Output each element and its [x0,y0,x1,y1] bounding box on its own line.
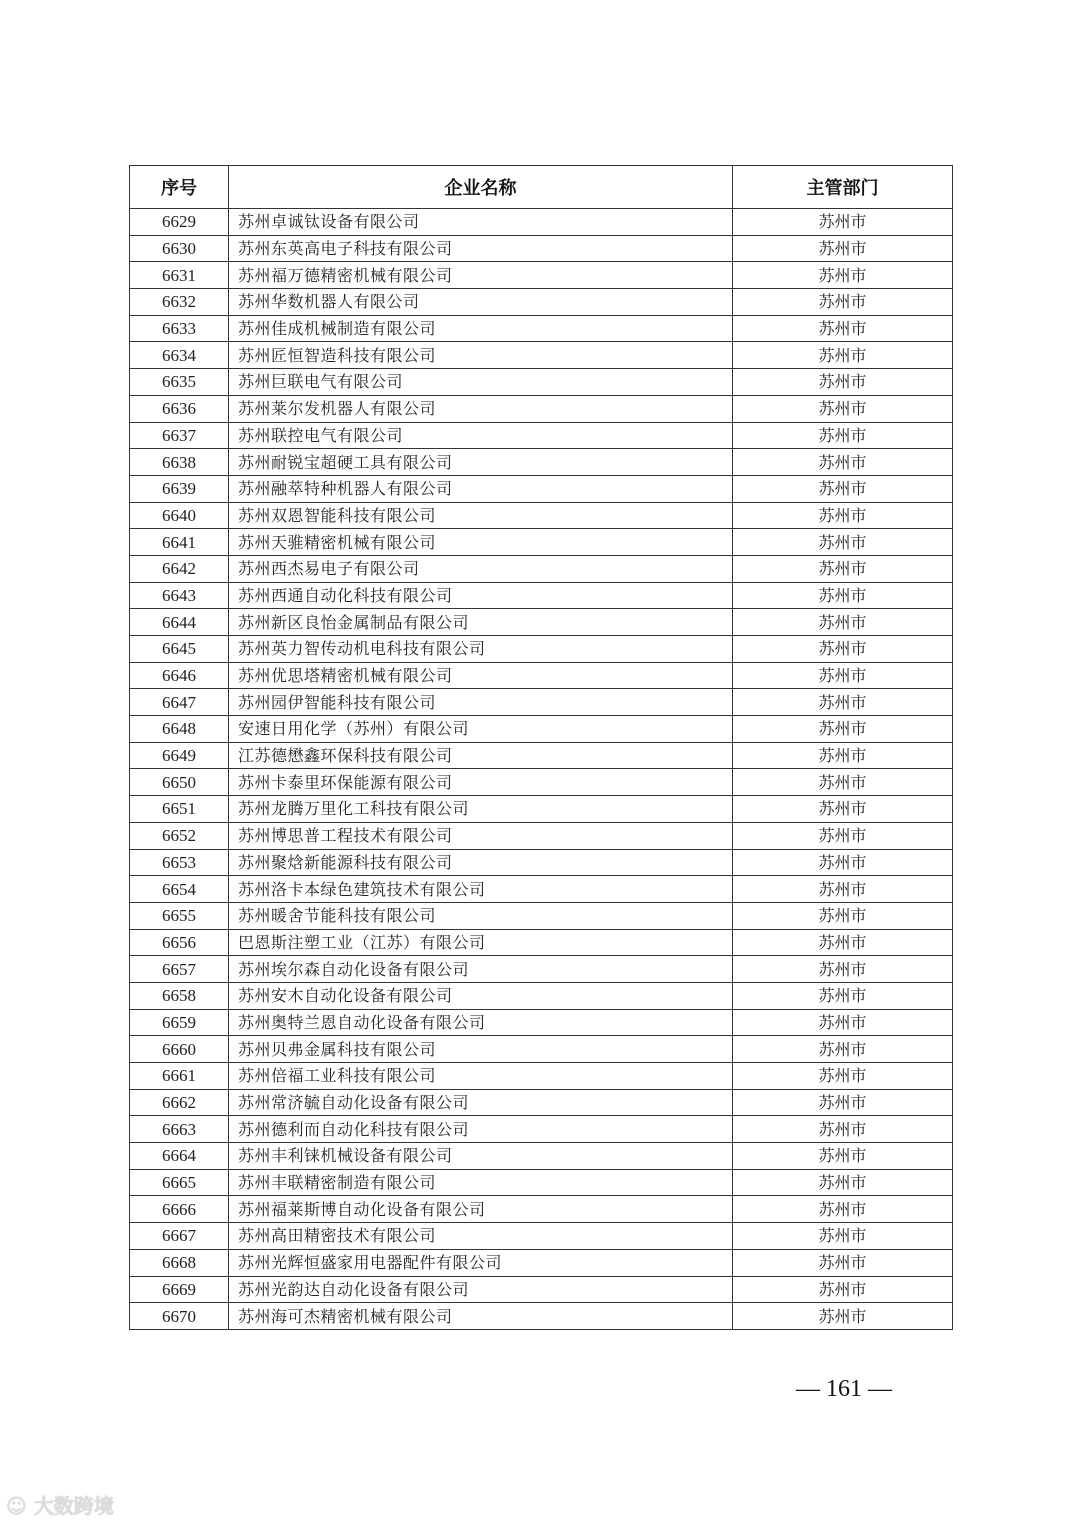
table-row [130,1009,953,1036]
company-name: 苏州光韵达自动化设备有限公司 [229,1276,733,1303]
department: 苏州市 [733,1303,953,1330]
table-row [130,929,953,956]
department: 苏州市 [733,1009,953,1036]
department: 苏州市 [733,1116,953,1143]
watermark-logo: ☺ 大数跨境 [6,1494,114,1518]
table-row [130,956,953,983]
row-index: 6643 [130,582,229,609]
row-index: 6646 [130,662,229,689]
row-index: 6665 [130,1169,229,1196]
table-row [130,395,953,422]
table-row [130,1249,953,1276]
company-name: 苏州双恩智能科技有限公司 [229,502,733,529]
department: 苏州市 [733,555,953,582]
row-index: 6658 [130,982,229,1009]
department: 苏州市 [733,636,953,663]
table-row [130,209,953,236]
company-name: 苏州联控电气有限公司 [229,422,733,449]
table-row [130,769,953,796]
department: 苏州市 [733,742,953,769]
company-name: 苏州聚焓新能源科技有限公司 [229,849,733,876]
row-index: 6668 [130,1249,229,1276]
row-index: 6661 [130,1063,229,1090]
row-index: 6649 [130,742,229,769]
company-name: 苏州福莱斯博自动化设备有限公司 [229,1196,733,1223]
row-index: 6641 [130,529,229,556]
department: 苏州市 [733,369,953,396]
company-name: 苏州丰利铼机械设备有限公司 [229,1143,733,1170]
header-company-name: 企业名称 [229,166,733,209]
table-row [130,1063,953,1090]
row-index: 6640 [130,502,229,529]
row-index: 6654 [130,876,229,903]
row-index: 6656 [130,929,229,956]
company-name: 苏州安木自动化设备有限公司 [229,982,733,1009]
company-name: 苏州卓诚钛设备有限公司 [229,209,733,236]
company-name: 苏州天骓精密机械有限公司 [229,529,733,556]
company-name: 苏州佳成机械制造有限公司 [229,315,733,342]
row-index: 6633 [130,315,229,342]
table-row [130,1143,953,1170]
table-row [130,1169,953,1196]
company-name: 苏州暖舍节能科技有限公司 [229,902,733,929]
department: 苏州市 [733,822,953,849]
row-index: 6664 [130,1143,229,1170]
company-name: 苏州奥特兰恩自动化设备有限公司 [229,1009,733,1036]
department: 苏州市 [733,1276,953,1303]
company-name: 苏州耐锐宝超硬工具有限公司 [229,449,733,476]
header-index: 序号 [130,166,229,209]
table-row [130,582,953,609]
department: 苏州市 [733,956,953,983]
row-index: 6629 [130,209,229,236]
row-index: 6642 [130,555,229,582]
table-row [130,1223,953,1250]
table-row [130,1303,953,1330]
table-row [130,1089,953,1116]
department: 苏州市 [733,662,953,689]
table-row [130,502,953,529]
department: 苏州市 [733,609,953,636]
row-index: 6644 [130,609,229,636]
table-row [130,876,953,903]
watermark-text: 大数跨境 [33,1494,114,1518]
row-index: 6645 [130,636,229,663]
row-index: 6648 [130,716,229,743]
company-name: 苏州洛卡本绿色建筑技术有限公司 [229,876,733,903]
department: 苏州市 [733,422,953,449]
department: 苏州市 [733,1223,953,1250]
table-row [130,689,953,716]
row-index: 6663 [130,1116,229,1143]
table-row [130,716,953,743]
department: 苏州市 [733,796,953,823]
department: 苏州市 [733,769,953,796]
header-department: 主管部门 [733,166,953,209]
company-name: 苏州光辉恒盛家用电器配件有限公司 [229,1249,733,1276]
company-name: 苏州龙腾万里化工科技有限公司 [229,796,733,823]
department: 苏州市 [733,1249,953,1276]
row-index: 6647 [130,689,229,716]
row-index: 6652 [130,822,229,849]
department: 苏州市 [733,502,953,529]
row-index: 6667 [130,1223,229,1250]
company-name: 苏州倍福工业科技有限公司 [229,1063,733,1090]
department: 苏州市 [733,849,953,876]
table-row [130,636,953,663]
company-name: 苏州海可杰精密机械有限公司 [229,1303,733,1330]
department: 苏州市 [733,1169,953,1196]
company-name: 苏州华数机器人有限公司 [229,289,733,316]
company-name: 苏州匠恒智造科技有限公司 [229,342,733,369]
table-row [130,609,953,636]
row-index: 6639 [130,475,229,502]
table-row [130,662,953,689]
table-row [130,262,953,289]
table-row [130,315,953,342]
row-index: 6670 [130,1303,229,1330]
table-row [130,982,953,1009]
row-index: 6659 [130,1009,229,1036]
department: 苏州市 [733,209,953,236]
department: 苏州市 [733,1036,953,1063]
company-name: 苏州英力智传动机电科技有限公司 [229,636,733,663]
table-row [130,822,953,849]
company-name: 苏州园伊智能科技有限公司 [229,689,733,716]
company-name: 安速日用化学（苏州）有限公司 [229,716,733,743]
company-name: 苏州优思塔精密机械有限公司 [229,662,733,689]
row-index: 6655 [130,902,229,929]
company-name: 苏州卡泰里环保能源有限公司 [229,769,733,796]
row-index: 6630 [130,235,229,262]
row-index: 6637 [130,422,229,449]
company-name: 苏州贝弗金属科技有限公司 [229,1036,733,1063]
row-index: 6666 [130,1196,229,1223]
department: 苏州市 [733,1143,953,1170]
department: 苏州市 [733,1063,953,1090]
department: 苏州市 [733,475,953,502]
company-name: 苏州新区良怡金属制品有限公司 [229,609,733,636]
department: 苏州市 [733,902,953,929]
table-row [130,742,953,769]
table-row [130,902,953,929]
department: 苏州市 [733,342,953,369]
company-name: 苏州博思普工程技术有限公司 [229,822,733,849]
table-row [130,529,953,556]
table-row [130,289,953,316]
company-name: 苏州西通自动化科技有限公司 [229,582,733,609]
company-name: 苏州东英高电子科技有限公司 [229,235,733,262]
department: 苏州市 [733,1196,953,1223]
row-index: 6653 [130,849,229,876]
table-row [130,369,953,396]
company-name: 苏州常济毓自动化设备有限公司 [229,1089,733,1116]
row-index: 6651 [130,796,229,823]
company-name: 江苏德懋鑫环保科技有限公司 [229,742,733,769]
company-name: 苏州莱尔发机器人有限公司 [229,395,733,422]
row-index: 6631 [130,262,229,289]
row-index: 6657 [130,956,229,983]
table-row [130,849,953,876]
table-row [130,555,953,582]
table-row [130,1196,953,1223]
department: 苏州市 [733,235,953,262]
row-index: 6634 [130,342,229,369]
row-index: 6635 [130,369,229,396]
enterprise-table [129,165,953,1330]
table-row [130,1276,953,1303]
row-index: 6632 [130,289,229,316]
department: 苏州市 [733,315,953,342]
department: 苏州市 [733,929,953,956]
department: 苏州市 [733,262,953,289]
table-row [130,235,953,262]
table-row [130,1116,953,1143]
department: 苏州市 [733,449,953,476]
table-row [130,796,953,823]
row-index: 6636 [130,395,229,422]
company-name: 苏州丰联精密制造有限公司 [229,1169,733,1196]
department: 苏州市 [733,689,953,716]
table-row [130,1036,953,1063]
department: 苏州市 [733,876,953,903]
table-header-row [130,166,953,209]
company-name: 苏州德利而自动化科技有限公司 [229,1116,733,1143]
company-name: 苏州埃尔森自动化设备有限公司 [229,956,733,983]
company-name: 苏州高田精密技术有限公司 [229,1223,733,1250]
row-index: 6669 [130,1276,229,1303]
table-row [130,449,953,476]
row-index: 6662 [130,1089,229,1116]
company-name: 苏州福万德精密机械有限公司 [229,262,733,289]
company-name: 巴恩斯注塑工业（江苏）有限公司 [229,929,733,956]
table-row [130,422,953,449]
table-row [130,475,953,502]
company-name: 苏州巨联电气有限公司 [229,369,733,396]
row-index: 6650 [130,769,229,796]
department: 苏州市 [733,1089,953,1116]
company-name: 苏州融萃特种机器人有限公司 [229,475,733,502]
department: 苏州市 [733,289,953,316]
company-name: 苏州西杰易电子有限公司 [229,555,733,582]
table-row [130,342,953,369]
department: 苏州市 [733,982,953,1009]
department: 苏州市 [733,395,953,422]
row-index: 6660 [130,1036,229,1063]
page-number: — 161 — [796,1376,892,1402]
department: 苏州市 [733,529,953,556]
department: 苏州市 [733,716,953,743]
department: 苏州市 [733,582,953,609]
row-index: 6638 [130,449,229,476]
